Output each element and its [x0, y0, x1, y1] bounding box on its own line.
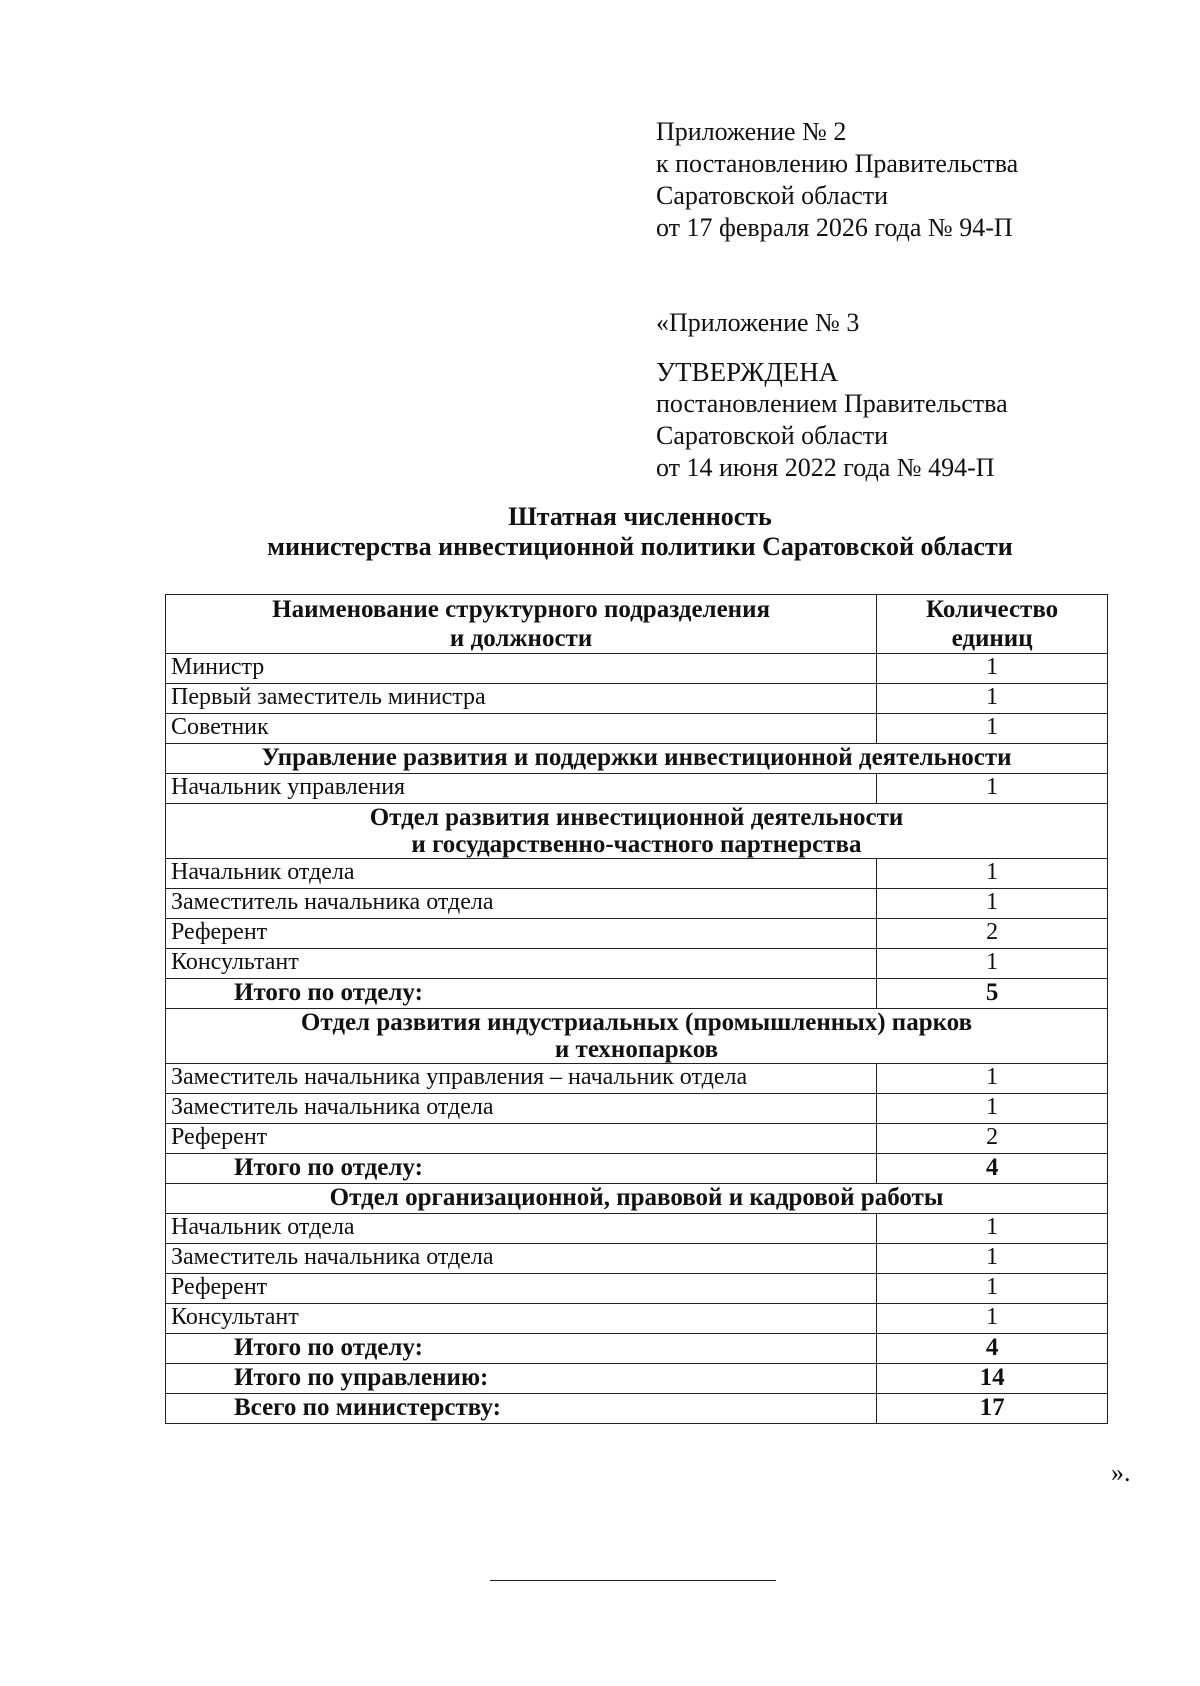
- title-line-2: министерства инвестиционной политики Саратовской области: [267, 532, 1013, 561]
- position-cell: Референт: [166, 1274, 877, 1304]
- table-row: [166, 1214, 1108, 1244]
- count-cell: 2: [877, 1124, 1108, 1154]
- approved-stamp-text: УТВЕРЖДЕНА: [656, 357, 839, 387]
- footer-divider: [490, 1580, 776, 1581]
- header-count-line-2: единиц: [951, 625, 1033, 652]
- total-row: [166, 979, 1108, 1009]
- attachment-reference: к постановлению Правительства: [656, 149, 1019, 178]
- section-title-line-1: Отдел развития инвестиционной деятельности: [369, 804, 904, 831]
- approval-reference: постановлением Правительства: [656, 389, 1008, 418]
- attachment-number: Приложение № 2: [656, 117, 847, 146]
- count-cell: 1: [877, 859, 1108, 889]
- section-title: [166, 804, 1108, 859]
- section-row: [166, 804, 1108, 859]
- total-count: 17: [877, 1394, 1108, 1424]
- table-row: [166, 654, 1108, 684]
- section-title: Отдел организационной, правовой и кадровой работы: [166, 1184, 1108, 1214]
- count-cell: 1: [877, 1064, 1108, 1094]
- approval-date: от 14 июня 2022 года № 494-П: [656, 453, 995, 482]
- total-count: 4: [877, 1154, 1108, 1184]
- section-row: [166, 1184, 1108, 1214]
- header-position: [166, 595, 877, 654]
- table-row: [166, 1244, 1108, 1274]
- position-cell: Референт: [166, 919, 877, 949]
- section-title-line-2: и государственно-частного партнерства: [411, 831, 862, 858]
- document-title: [165, 502, 1115, 562]
- table-row: [166, 889, 1108, 919]
- count-cell: 1: [877, 889, 1108, 919]
- attachment-current-block: [656, 116, 1018, 244]
- approval-block: [656, 356, 1008, 484]
- position-cell: Начальник отдела: [166, 1214, 877, 1244]
- position-cell: Министр: [166, 654, 877, 684]
- section-row: [166, 744, 1108, 774]
- staffing-table: [165, 594, 1108, 1424]
- total-label: Итого по отделу:: [166, 979, 877, 1009]
- position-cell: Референт: [166, 1124, 877, 1154]
- header-count-line-1: Количество: [925, 596, 1059, 623]
- position-cell: Заместитель начальника отдела: [166, 1094, 877, 1124]
- total-count: 5: [877, 979, 1108, 1009]
- position-cell: Советник: [166, 714, 877, 744]
- table-row: [166, 919, 1108, 949]
- table-row: [166, 1274, 1108, 1304]
- table-row: [166, 1124, 1108, 1154]
- total-label: Итого по отделу:: [166, 1334, 877, 1364]
- attachment-date: от 17 февраля 2026 года № 94-П: [656, 213, 1013, 242]
- total-label: Итого по отделу:: [166, 1154, 877, 1184]
- title-line-1: Штатная численность: [508, 502, 772, 531]
- table-header-row: [166, 595, 1108, 654]
- section-title-line-2: и технопарков: [554, 1036, 719, 1063]
- count-cell: 1: [877, 1094, 1108, 1124]
- position-cell: Заместитель начальника отдела: [166, 1244, 877, 1274]
- total-row-directorate: [166, 1364, 1108, 1394]
- table-row: [166, 1304, 1108, 1334]
- section-title: Управление развития и поддержки инвестиционной деятельности: [166, 744, 1108, 774]
- total-row: [166, 1334, 1108, 1364]
- total-count: 4: [877, 1334, 1108, 1364]
- original-attachment-label: «Приложение № 3: [656, 308, 860, 337]
- total-count: 14: [877, 1364, 1108, 1394]
- table-row: [166, 714, 1108, 744]
- position-cell: Консультант: [166, 949, 877, 979]
- count-cell: 1: [877, 1304, 1108, 1334]
- section-row: [166, 1009, 1108, 1064]
- position-cell: Заместитель начальника отдела: [166, 889, 877, 919]
- original-attachment-number: [656, 307, 859, 339]
- table-row: [166, 684, 1108, 714]
- total-row: [166, 1154, 1108, 1184]
- position-cell: Заместитель начальника управления – начальник отдела: [166, 1064, 877, 1094]
- table-row: [166, 1094, 1108, 1124]
- header-count: [877, 595, 1108, 654]
- table-row: [166, 859, 1108, 889]
- position-cell: Начальник управления: [166, 774, 877, 804]
- attachment-region: Саратовской области: [656, 181, 889, 210]
- table-row: [166, 1064, 1108, 1094]
- count-cell: 1: [877, 654, 1108, 684]
- count-cell: 1: [877, 774, 1108, 804]
- total-label: Всего по министерству:: [166, 1394, 877, 1424]
- table-row: [166, 774, 1108, 804]
- count-cell: 1: [877, 1244, 1108, 1274]
- section-title-line-1: Отдел развития индустриальных (промышленных) парков: [300, 1009, 973, 1036]
- position-cell: Начальник отдела: [166, 859, 877, 889]
- section-title: [166, 1009, 1108, 1064]
- total-label: Итого по управлению:: [166, 1364, 877, 1394]
- count-cell: 1: [877, 949, 1108, 979]
- count-cell: 1: [877, 1214, 1108, 1244]
- approval-region: Саратовской области: [656, 421, 889, 450]
- table-row: [166, 949, 1108, 979]
- count-cell: 1: [877, 1274, 1108, 1304]
- header-position-line-2: и должности: [449, 625, 593, 652]
- count-cell: 1: [877, 684, 1108, 714]
- closing-quote: ».: [1111, 1458, 1131, 1487]
- count-cell: 1: [877, 714, 1108, 744]
- total-row-ministry: [166, 1394, 1108, 1424]
- count-cell: 2: [877, 919, 1108, 949]
- position-cell: Консультант: [166, 1304, 877, 1334]
- header-position-line-1: Наименование структурного подразделения: [272, 596, 770, 623]
- position-cell: Первый заместитель министра: [166, 684, 877, 714]
